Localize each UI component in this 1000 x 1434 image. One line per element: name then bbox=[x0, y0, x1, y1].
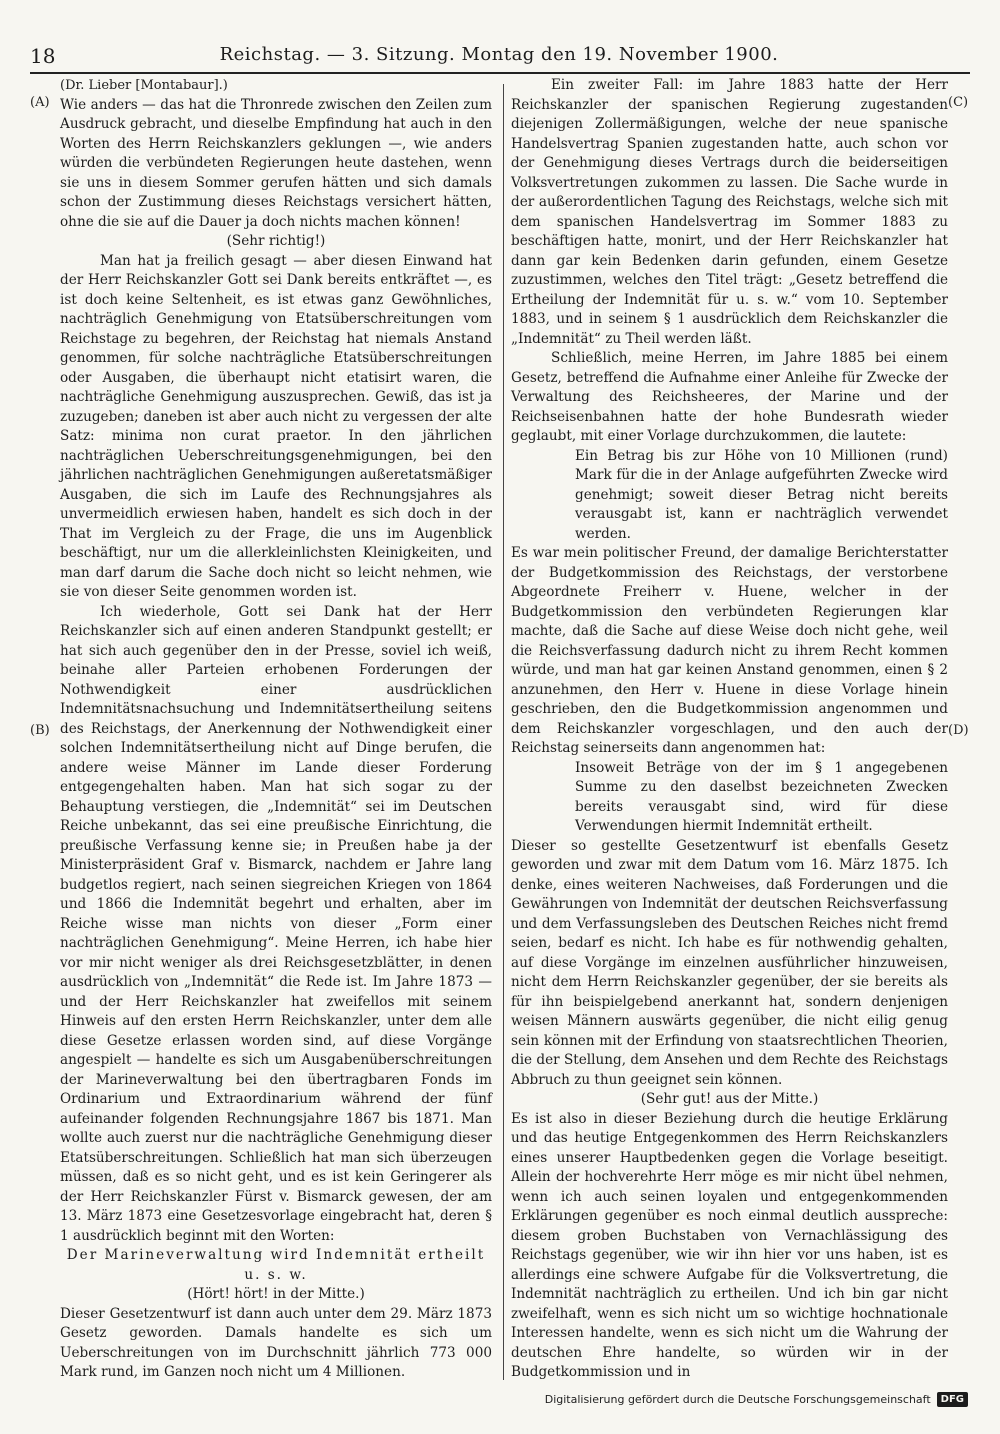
quote: Der Marineverwaltung wird Indemnität ertheilt u. s. w. bbox=[66, 1247, 486, 1283]
footer-credit-text: Digitalisierung gefördert durch die Deutsche Forschungsgemeinschaft bbox=[544, 1393, 931, 1406]
running-head: Reichstag. — 3. Sitzung. Montag den 19. November 1900. bbox=[219, 44, 779, 65]
interjection: (Sehr richtig!) bbox=[226, 233, 326, 249]
quote: Insoweit Beträge von der im § 1 angegebenen Summe zu den daselbst bezeichneten Zwecken bereits verausgabt sind, wird für diese Verwendungen hiermit Indemnität ertheilt. bbox=[575, 759, 948, 834]
speaker-note: (Dr. Lieber [Montabaur].) bbox=[60, 78, 228, 93]
column-divider bbox=[503, 84, 504, 1380]
left-column bbox=[60, 76, 492, 1383]
margin-mark-c: (C) bbox=[948, 95, 969, 110]
paragraph: Ich wiederhole, Gott sei Dank hat der Herr Reichskanzler sich auf einen anderen Standpunkt gestellt; er hat sich auch gegenüber den in der Presse, soviel ich weiß, beinahe aller Parteien erhobenen Forderungen der Nothwendigkeit einer ausdrücklichen Indemnitätsnachsuchung und Indemnitätsertheilung seitens des Reichstags, der Anerkennung der Nothwendigkeit einer solchen Indemnitätsertheilung nicht auf Dinge berufen, die andere weise Männer im Lande dieser Forderung entgegengehalten haben. Man hat sich sogar zu der Behauptung verstiegen, die „Indemnität“ sei im Deutschen Reiche unbekannt, das sei eine preußische Einrichtung, die preußische Verfassung kenne sie; in Preußen habe ja der Ministerpräsident Graf v. Bismarck, nachdem er Jahre lang budgetlos regiert, nach seinen siegreichen Kriegen von 1864 und 1866 die Indemnität begehrt und erhalten, aber im Reiche wisse man nichts von dieser „Form einer nachträglichen Genehmigung“. Meine Herren, ich habe hier vor mir nicht weniger als drei Reichsgesetzblätter, in denen ausdrücklich von „Indemnität“ die Rede ist. Im Jahre 1873 — und der Herr Reichskanzler hat zweifellos mit seinem Hinweis auf den ersten Herrn Reichskanzler, unter dem alle diese Gesetze erlassen worden sind, auf diese Vorgänge angespielt — handelte es sich um Ausgabenüberschreitungen der Marineverwaltung bei den übertragbaren Fonds im Ordinarium und Extraordinarium während der fünf aufeinander folgenden Rechnungsjahre 1867 bis 1871. Man wollte auch zuerst nur die nachträgliche Genehmigung dieser Etatsüberschreitungen. Schließlich hat man sich überzeugen müssen, daß es so nicht geht, und es ist kein Geringerer als der Herr Reichskanzler Fürst v. Bismarck gewesen, der am 13. März 1873 eine Gesetzesvorlage eingebracht hat, deren § 1 ausdrücklich beginnt mit den Worten: bbox=[60, 603, 492, 1244]
paragraph: Wie anders — das hat die Thronrede zwischen den Zeilen zum Ausdruck gebracht, und dieselbe Empfindung hat auch in den Worten des Herrn Reichskanzlers geklungen —, wie anders würden die verbündeten Regierungen heute dastehen, wenn sie uns in diesem Sommer gerufen hätten und sich damals schon der Zustimmung dieses Reichstags versichert hätten, ohne die sie auf die Dauer ja doch nichts machen können! bbox=[60, 96, 492, 230]
margin-mark-a: (A) bbox=[30, 95, 50, 110]
paragraph: Dieser so gestellte Gesetzentwurf ist ebenfalls Gesetz geworden und zwar mit dem Datum vom 16. März 1875. Ich denke, eines weiteren Nachweises, daß Forderungen und die Gewährungen von Indemnität der deutschen Reichsverfassung und dem Verfassungsleben des Deutschen Reiches nicht fremd seien, bedarf es nicht. Ich habe es für nothwendig gehalten, auf diese Vorgänge im einzelnen ausführlicher hinzuweisen, nicht dem Herrn Reichskanzler gegenüber, der sie bereits als für ihn beispielgebend anerkannt hat, sondern denjenigen weisen Männern auswärts gegenüber, die nicht eilig genug sein können mit der Erfindung von staatsrechtlichen Theorien, die der Stellung, dem Ansehen und dem Rechte des Reichstags Abbruch zu thun geeignet sein können. bbox=[511, 837, 949, 1088]
margin-mark-d: (D) bbox=[948, 723, 969, 738]
margin-mark-b: (B) bbox=[30, 723, 50, 738]
dfg-logo-icon: DFG bbox=[937, 1392, 968, 1407]
page-header bbox=[30, 44, 968, 72]
paragraph: Es war mein politischer Freund, der damalige Berichterstatter der Budgetkommission des Reichstags, der verstorbene Abgeordnete Freiherr v. Huene, welcher in der Budgetkommission den verbündeten Regierungen klar machte, daß die Sache auf diese Weise doch nicht gehe, weil die Reichsverfassung dadurch nicht zu ihrem Recht kommen würde, und man hat gar keinen Anstand genommen, einen § 2 anzunehmen, den Herr v. Huene in diese Vorlage hinein geschrieben, den die Budgetkommission angenommen und dem Reichskanzler vorgeschlagen, und den auch der Reichstag seinerseits dann angenommen hat: bbox=[511, 545, 948, 756]
paragraph: Man hat ja freilich gesagt — aber diesen Einwand hat der Herr Reichskanzler Gott sei Dank bereits entkräftet —, es ist doch keine Seltenheit, es ist etwas ganz Gewöhnliches, nachträglich Genehmigung von Etatsüberschreitungen vom Reichstage zu begehren, der Reichstag hat niemals Anstand genommen, für solche nachträgliche Etatsüberschreitungen oder Ausgaben, die überhaupt nicht etatisirt waren, die nachträgliche Genehmigung auszusprechen. Gewiß, das ist ja zuzugeben; daneben ist aber auch nicht zu vergessen der alte Satz: minima non curat praetor. In den jährlichen nachträglichen Ueberschreitungsgenehmigungen, bei den jährlichen nachträglichen Genehmigungen außeretatsmäßiger Ausgaben, die sich im Laufe des Rechnungsjahres als unvermeidlich erwiesen haben, handelt es sich doch in der That im Vergleich zu der Frage, die uns im Augenblick beschäftigt, nur um die allerkleinlichsten Kleinigkeiten, und man darf darum die Sache doch nicht so leicht nehmen, wie sie von dieser Seite genommen worden ist. bbox=[60, 252, 492, 600]
paragraph: Dieser Gesetzentwurf ist dann auch unter dem 29. März 1873 Gesetz geworden. Damals handelte es sich um Ueberschreitungen von im Durchschnitt jährlich 773 000 Mark rund, im Ganzen noch nicht um 4 Millionen. bbox=[60, 1305, 492, 1380]
paragraph: Schließlich, meine Herren, im Jahre 1885 bei einem Gesetz, betreffend die Aufnahme einer Anleihe für Zwecke der Verwaltung des Reichsheeres, der Marine und der Reichseisenbahnen hatte der hohe Bundesrath wieder geglaubt, mit einer Vorlage durchzukommen, die lautete: bbox=[511, 350, 948, 444]
paragraph: Es ist also in dieser Beziehung durch die heutige Erklärung und das heutige Entgegenkommen des Herrn Reichskanzlers eines unserer Hauptbedenken gegen die Vorlage beseitigt. Allein der hochverehrte Herr möge es mir nicht übel nehmen, wenn ich auch seinen loyalen und entgegenkommenden Erklärungen gegenüber es noch einmal deutlich ausspreche: diesem groben Buchstaben von Vernachlässigung des Reichstags gegenüber, wie wir ihn hier vor uns haben, ist es allerdings eine schwere Aufgabe für die Volksvertretung, die Indemnität nachträglich zu ertheilen. Und ich bin gar nicht zweifelhaft, wenn es sich nicht um so wichtige hochnationale Interessen handelte, wenn es sich nicht um die Wahrung der deutschen Ehre handelte, so würden wir in der Budgetkommission und in bbox=[511, 1110, 948, 1380]
page-number: 18 bbox=[30, 44, 56, 68]
quote: Ein Betrag bis zur Höhe von 10 Millionen (rund) Mark für die in der Anlage aufgeführten Zwecke wird genehmigt; soweit dieser Betrag nicht bereits verausgabt ist, kann er nachträglich verwendet werden. bbox=[575, 447, 948, 542]
footer-credit bbox=[545, 1392, 968, 1407]
interjection: (Sehr gut! aus der Mitte.) bbox=[640, 1091, 819, 1107]
right-column bbox=[511, 76, 948, 1383]
header-rule bbox=[30, 72, 970, 74]
paragraph: Ein zweiter Fall: im Jahre 1883 hatte der Herr Reichskanzler der spanischen Regierung zugestanden diejenigen Zollermäßigungen, welche der neue spanische Handelsvertrag Spanien zugestanden hatte, auch schon vor der Genehmigung dieses Vertrags durch die beiderseitigen Volksvertretungen zukommen zu lassen. Die Sache wurde in der außerordentlichen Tagung des Reichstags, welche sich mit dem spanischen Handelsvertrag im Sommer 1883 zu beschäftigen hatte, monirt, und der Herr Reichskanzler hat dann gar kein Bedenken darin gefunden, einem Gesetze zuzustimmen, welches den Titel trägt: „Gesetz betreffend die Ertheilung der Indemnität für u. s. w.“ vom 10. September 1883, und in seinem § 1 ausdrücklich dem Reichskanzler die „Indemnität“ zu Theil werden läßt. bbox=[511, 77, 948, 347]
interjection: (Hört! hört! in der Mitte.) bbox=[187, 1286, 365, 1302]
